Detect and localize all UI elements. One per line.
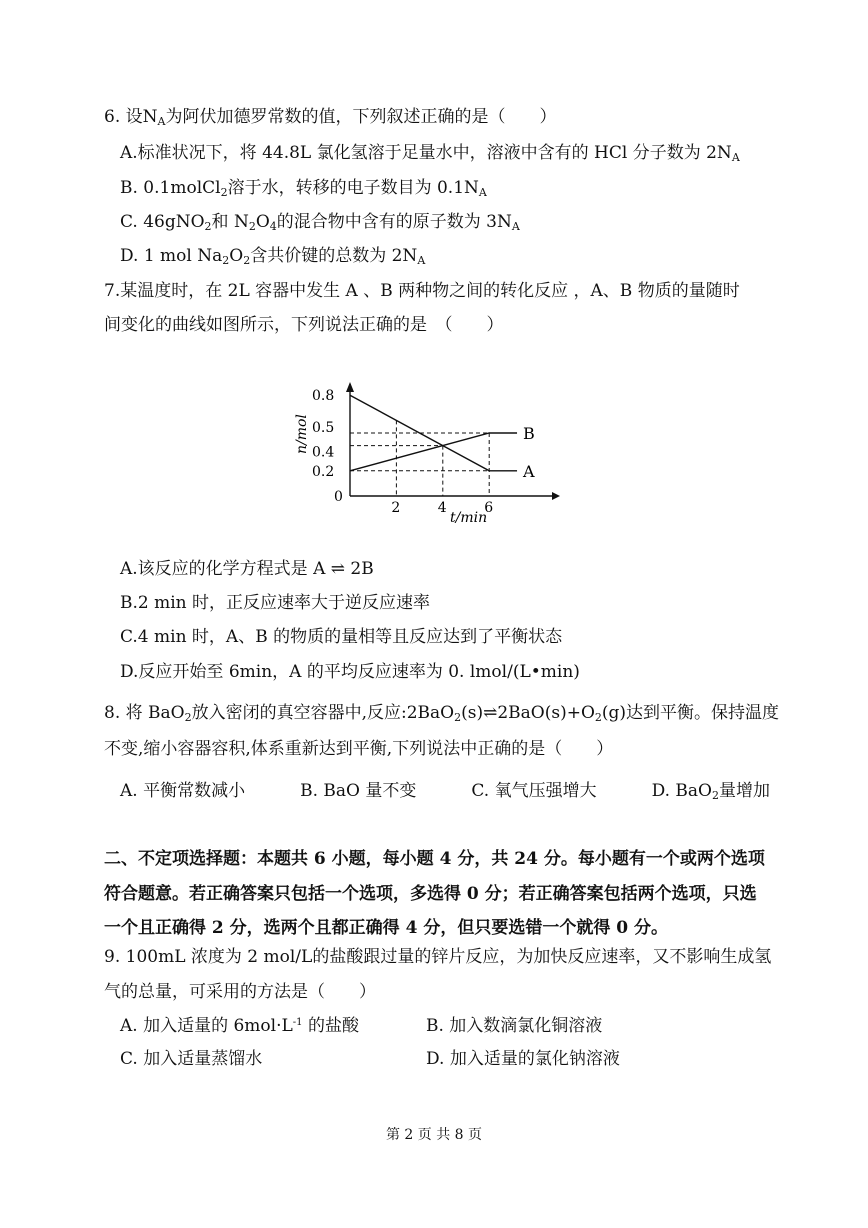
q6-option-a: A.标准状况下，将 44.8L 氯化氢溶于足量水中，溶液中含有的 HCl 分子数为 $2N_A$ (120, 143, 740, 164)
q9-option-c: C. 加入适量蒸馏水 (120, 1049, 263, 1069)
q8-option-a: A. 平衡常数减小 (120, 781, 246, 801)
y-tick-0.8: 0.8 (312, 388, 335, 405)
q6-option-d: D. 1 mol $Na_2O_2$含共价键的总数为 $2N_A$ (120, 246, 426, 267)
q8-options (120, 780, 770, 802)
q8-stem-line1: 8. 将 BaO$_2$放入密闭的真空容器中,反应$:2BaO_2(s)\rightleftharpoons 2BaO(s)+O_2(g)$达到平衡。保持温度 (104, 703, 780, 724)
q8-option-c: C. 氧气压强增大 (471, 781, 597, 801)
section2-line1: 二、不定项选择题：本题共 6 小题，每小题 4 分，共 24 分。每小题有一个或两个选项 (104, 849, 765, 869)
q7-option-d: D.反应开始至 6min，A 的平均反应速率为 0. lmol/(L•min) (120, 662, 580, 682)
q9-option-a: A. 加入适量的 $6mol\cdot L^{-1}$ 的盐酸 (120, 1016, 359, 1036)
q7-chart (294, 372, 590, 532)
x-axis-arrow (552, 492, 560, 500)
q9-option-b: B. 加入数滴氯化铜溶液 (426, 1016, 603, 1036)
series-label-A: A (523, 461, 535, 481)
origin-label: 0 (334, 489, 343, 505)
q7-stem-line1: 7.某温度时，在 2L 容器中发生 A 、B 两种物之间的转化反应 ，A、B 物质的量随时 (104, 281, 740, 301)
x-tick-6: 6 (484, 500, 494, 516)
y-tick-0.4: 0.4 (312, 444, 335, 461)
x-tick-4: 4 (437, 500, 447, 516)
q6-option-b: B. 0.1molCl$_2$溶于水，转移的电子数目为 $0.1N_A$ (120, 178, 487, 199)
q7-option-c: C.4 min 时，A、B 的物质的量相等且反应达到了平衡状态 (120, 627, 563, 647)
section2-line3: 一个且正确得 2 分，选两个且都正确得 4 分，但只要选错一个就得 0 分。 (104, 918, 668, 938)
y-axis-label: n/mol (294, 414, 310, 454)
q9-options-row1 (120, 1015, 640, 1037)
q9-options-row2 (120, 1048, 640, 1070)
q8-option-d: D. BaO$_2$量增加 (651, 781, 770, 802)
y-tick-0.2: 0.2 (312, 463, 335, 480)
series-line-B (350, 433, 517, 471)
q9-stem-line2: 气的总量，可采用的方法是（ ） (104, 982, 376, 1002)
q6-option-c: C. 46gNO$_2$和 $N_2O_4$的混合物中含有的原子数为 $3N_A$ (120, 212, 520, 233)
q9-stem-line1: 9. 100mL 浓度为 2 mol/L的盐酸跟过量的锌片反应，为加快反应速率，又不影响生成氢 (104, 947, 772, 967)
q7-option-b: B.2 min 时，正反应速率大于逆反应速率 (120, 593, 431, 613)
x-axis-label: t/min (450, 510, 488, 526)
series-label-B: B (523, 424, 535, 443)
q7-stem-line2: 间变化的曲线如图所示，下列说法正确的是 （ ） (104, 315, 504, 335)
q9-option-d: D. 加入适量的氯化钠溶液 (426, 1049, 620, 1069)
y-axis-arrow (346, 382, 354, 392)
q7-option-a: A.该反应的化学方程式是 A ⇌ 2B (120, 559, 374, 579)
section2-line2: 符合题意。若正确答案只包括一个选项，多选得 0 分；若正确答案包括两个选项，只选 (104, 884, 757, 904)
q8-option-b: B. BaO 量不变 (300, 781, 417, 801)
page-footer: 第 2 页 共 8 页 (385, 1127, 483, 1143)
q6-stem: 6. 设$N_A$为阿伏加德罗常数的值，下列叙述正确的是（ ） (104, 107, 557, 128)
y-tick-0.5: 0.5 (312, 420, 335, 436)
q8-stem-line2: 不变,缩小容器容积,体系重新达到平衡,下列说法中正确的是（ ） (104, 739, 614, 759)
x-tick-2: 2 (391, 500, 401, 516)
